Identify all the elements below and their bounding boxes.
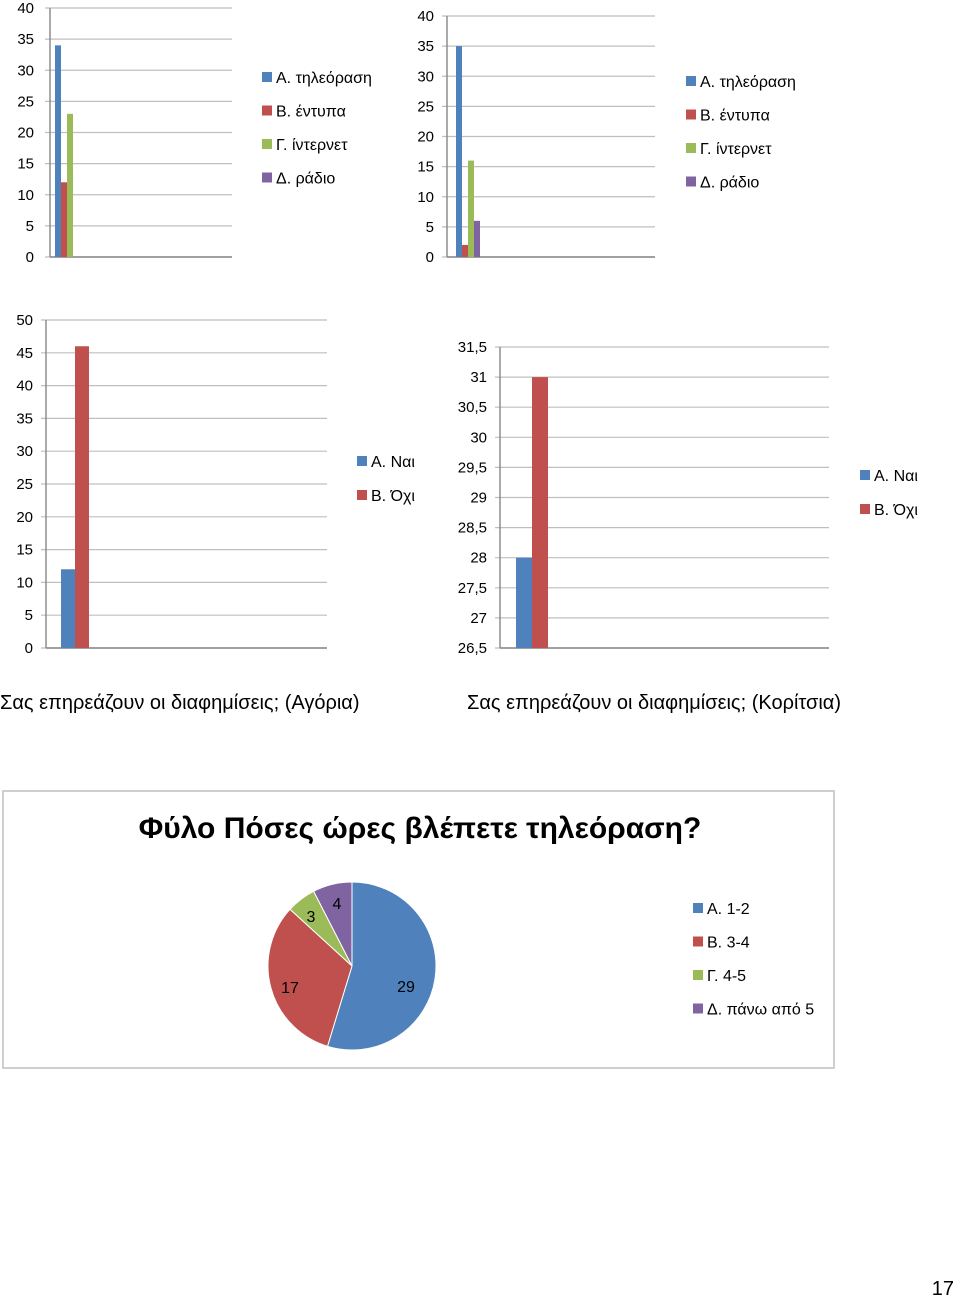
legend-swatch [686, 177, 696, 187]
legend-label: Γ. 4-5 [707, 968, 747, 985]
caption-boys: Σας επηρεάζουν οι διαφημίσεις; (Αγόρια) [0, 692, 360, 714]
y-tick-label: 25 [417, 98, 434, 116]
legend-swatch [693, 1004, 703, 1014]
legend-label: Δ. ράδιο [276, 170, 336, 188]
y-tick-label: 40 [17, 0, 34, 17]
legend-swatch [686, 76, 696, 86]
legend-label: Γ. ίντερνετ [276, 137, 348, 154]
y-tick-label: 26,5 [457, 640, 487, 657]
y-tick-label: 5 [425, 218, 434, 236]
y-tick-label: 28 [470, 549, 487, 567]
legend-swatch [357, 456, 367, 466]
legend-swatch [262, 72, 272, 82]
legend-swatch [860, 504, 870, 514]
y-tick-label: 30 [417, 68, 434, 86]
y-tick-label: 20 [17, 124, 34, 142]
legend-label: Γ. ίντερνετ [700, 141, 772, 158]
legend-label: Β. 3-4 [707, 934, 750, 952]
y-tick-label: 20 [16, 508, 33, 526]
y-tick-label: 0 [425, 249, 434, 266]
y-tick-label: 10 [17, 186, 34, 204]
y-tick-label: 29,5 [457, 459, 487, 477]
legend-label: Α. 1-2 [707, 901, 750, 918]
bar [67, 114, 73, 257]
bar [456, 46, 462, 257]
y-tick-label: 25 [16, 476, 33, 493]
y-tick-label: 30,5 [457, 399, 487, 417]
slice-label: 29 [397, 979, 415, 996]
y-tick-label: 31 [470, 369, 487, 387]
page-number: 17 [931, 1278, 954, 1300]
y-tick-label: 20 [417, 128, 434, 146]
bar [55, 45, 61, 257]
legend-swatch [860, 470, 870, 480]
legend-label: Δ. ράδιο [700, 174, 760, 192]
bar [474, 221, 480, 257]
bar-chart-1 [17, 0, 372, 266]
legend-swatch [686, 110, 696, 120]
y-tick-label: 28,5 [457, 519, 487, 537]
legend-label: Α. τηλεόραση [276, 70, 372, 87]
slice-label: 17 [281, 980, 299, 997]
bar [468, 161, 474, 257]
y-tick-label: 10 [417, 188, 434, 206]
bar [75, 346, 89, 648]
y-tick-label: 15 [17, 155, 34, 173]
y-tick-label: 30 [16, 443, 33, 461]
bar [516, 558, 532, 648]
y-tick-label: 40 [16, 377, 33, 395]
bar-chart-2 [417, 8, 796, 266]
legend-label: Β. έντυπα [276, 103, 346, 121]
legend-label: Β. Όχι [874, 502, 918, 519]
bar [61, 182, 67, 257]
y-tick-label: 0 [24, 640, 33, 657]
pie-chart [3, 791, 834, 1068]
y-tick-label: 35 [16, 410, 33, 428]
bar [532, 377, 548, 648]
slice-label: 3 [306, 909, 316, 926]
y-tick-label: 29 [470, 489, 487, 507]
y-tick-label: 35 [417, 38, 434, 56]
y-tick-label: 25 [17, 93, 34, 111]
legend-label: Δ. πάνω από 5 [707, 1001, 815, 1019]
legend-swatch [686, 143, 696, 153]
pie-title: Φύλο Πόσες ώρες βλέπετε τηλεόραση? [138, 812, 702, 845]
legend-label: Β. Όχι [371, 488, 415, 505]
legend-label: Α. Ναι [371, 454, 415, 471]
y-tick-label: 10 [16, 574, 33, 592]
legend-swatch [693, 937, 703, 947]
legend-label: Α. τηλεόραση [700, 74, 796, 91]
legend-swatch [262, 139, 272, 149]
bar [61, 569, 75, 648]
y-tick-label: 50 [16, 312, 33, 329]
y-tick-label: 27 [470, 609, 487, 627]
legend-label: Β. έντυπα [700, 107, 770, 125]
slice-label: 4 [332, 896, 342, 913]
legend-label: Α. Ναι [874, 468, 918, 485]
y-tick-label: 35 [17, 31, 34, 49]
y-tick-label: 27,5 [457, 579, 487, 597]
bar-chart-4 [458, 339, 919, 657]
legend-swatch [357, 490, 367, 500]
y-tick-label: 15 [417, 158, 434, 176]
legend-swatch [262, 106, 272, 116]
bar-chart-3 [16, 312, 415, 657]
bar [462, 245, 468, 257]
y-tick-label: 30 [470, 429, 487, 447]
caption-girls: Σας επηρεάζουν οι διαφημίσεις; (Κορίτσια) [467, 692, 842, 714]
y-tick-label: 45 [16, 344, 33, 362]
y-tick-label: 40 [417, 8, 434, 25]
y-tick-label: 31,5 [457, 339, 487, 356]
legend-swatch [693, 970, 703, 980]
legend-swatch [262, 173, 272, 183]
y-tick-label: 5 [24, 607, 33, 625]
y-tick-label: 30 [17, 62, 34, 80]
legend-swatch [693, 903, 703, 913]
y-tick-label: 15 [16, 541, 33, 559]
y-tick-label: 5 [25, 217, 34, 235]
y-tick-label: 0 [25, 249, 34, 266]
